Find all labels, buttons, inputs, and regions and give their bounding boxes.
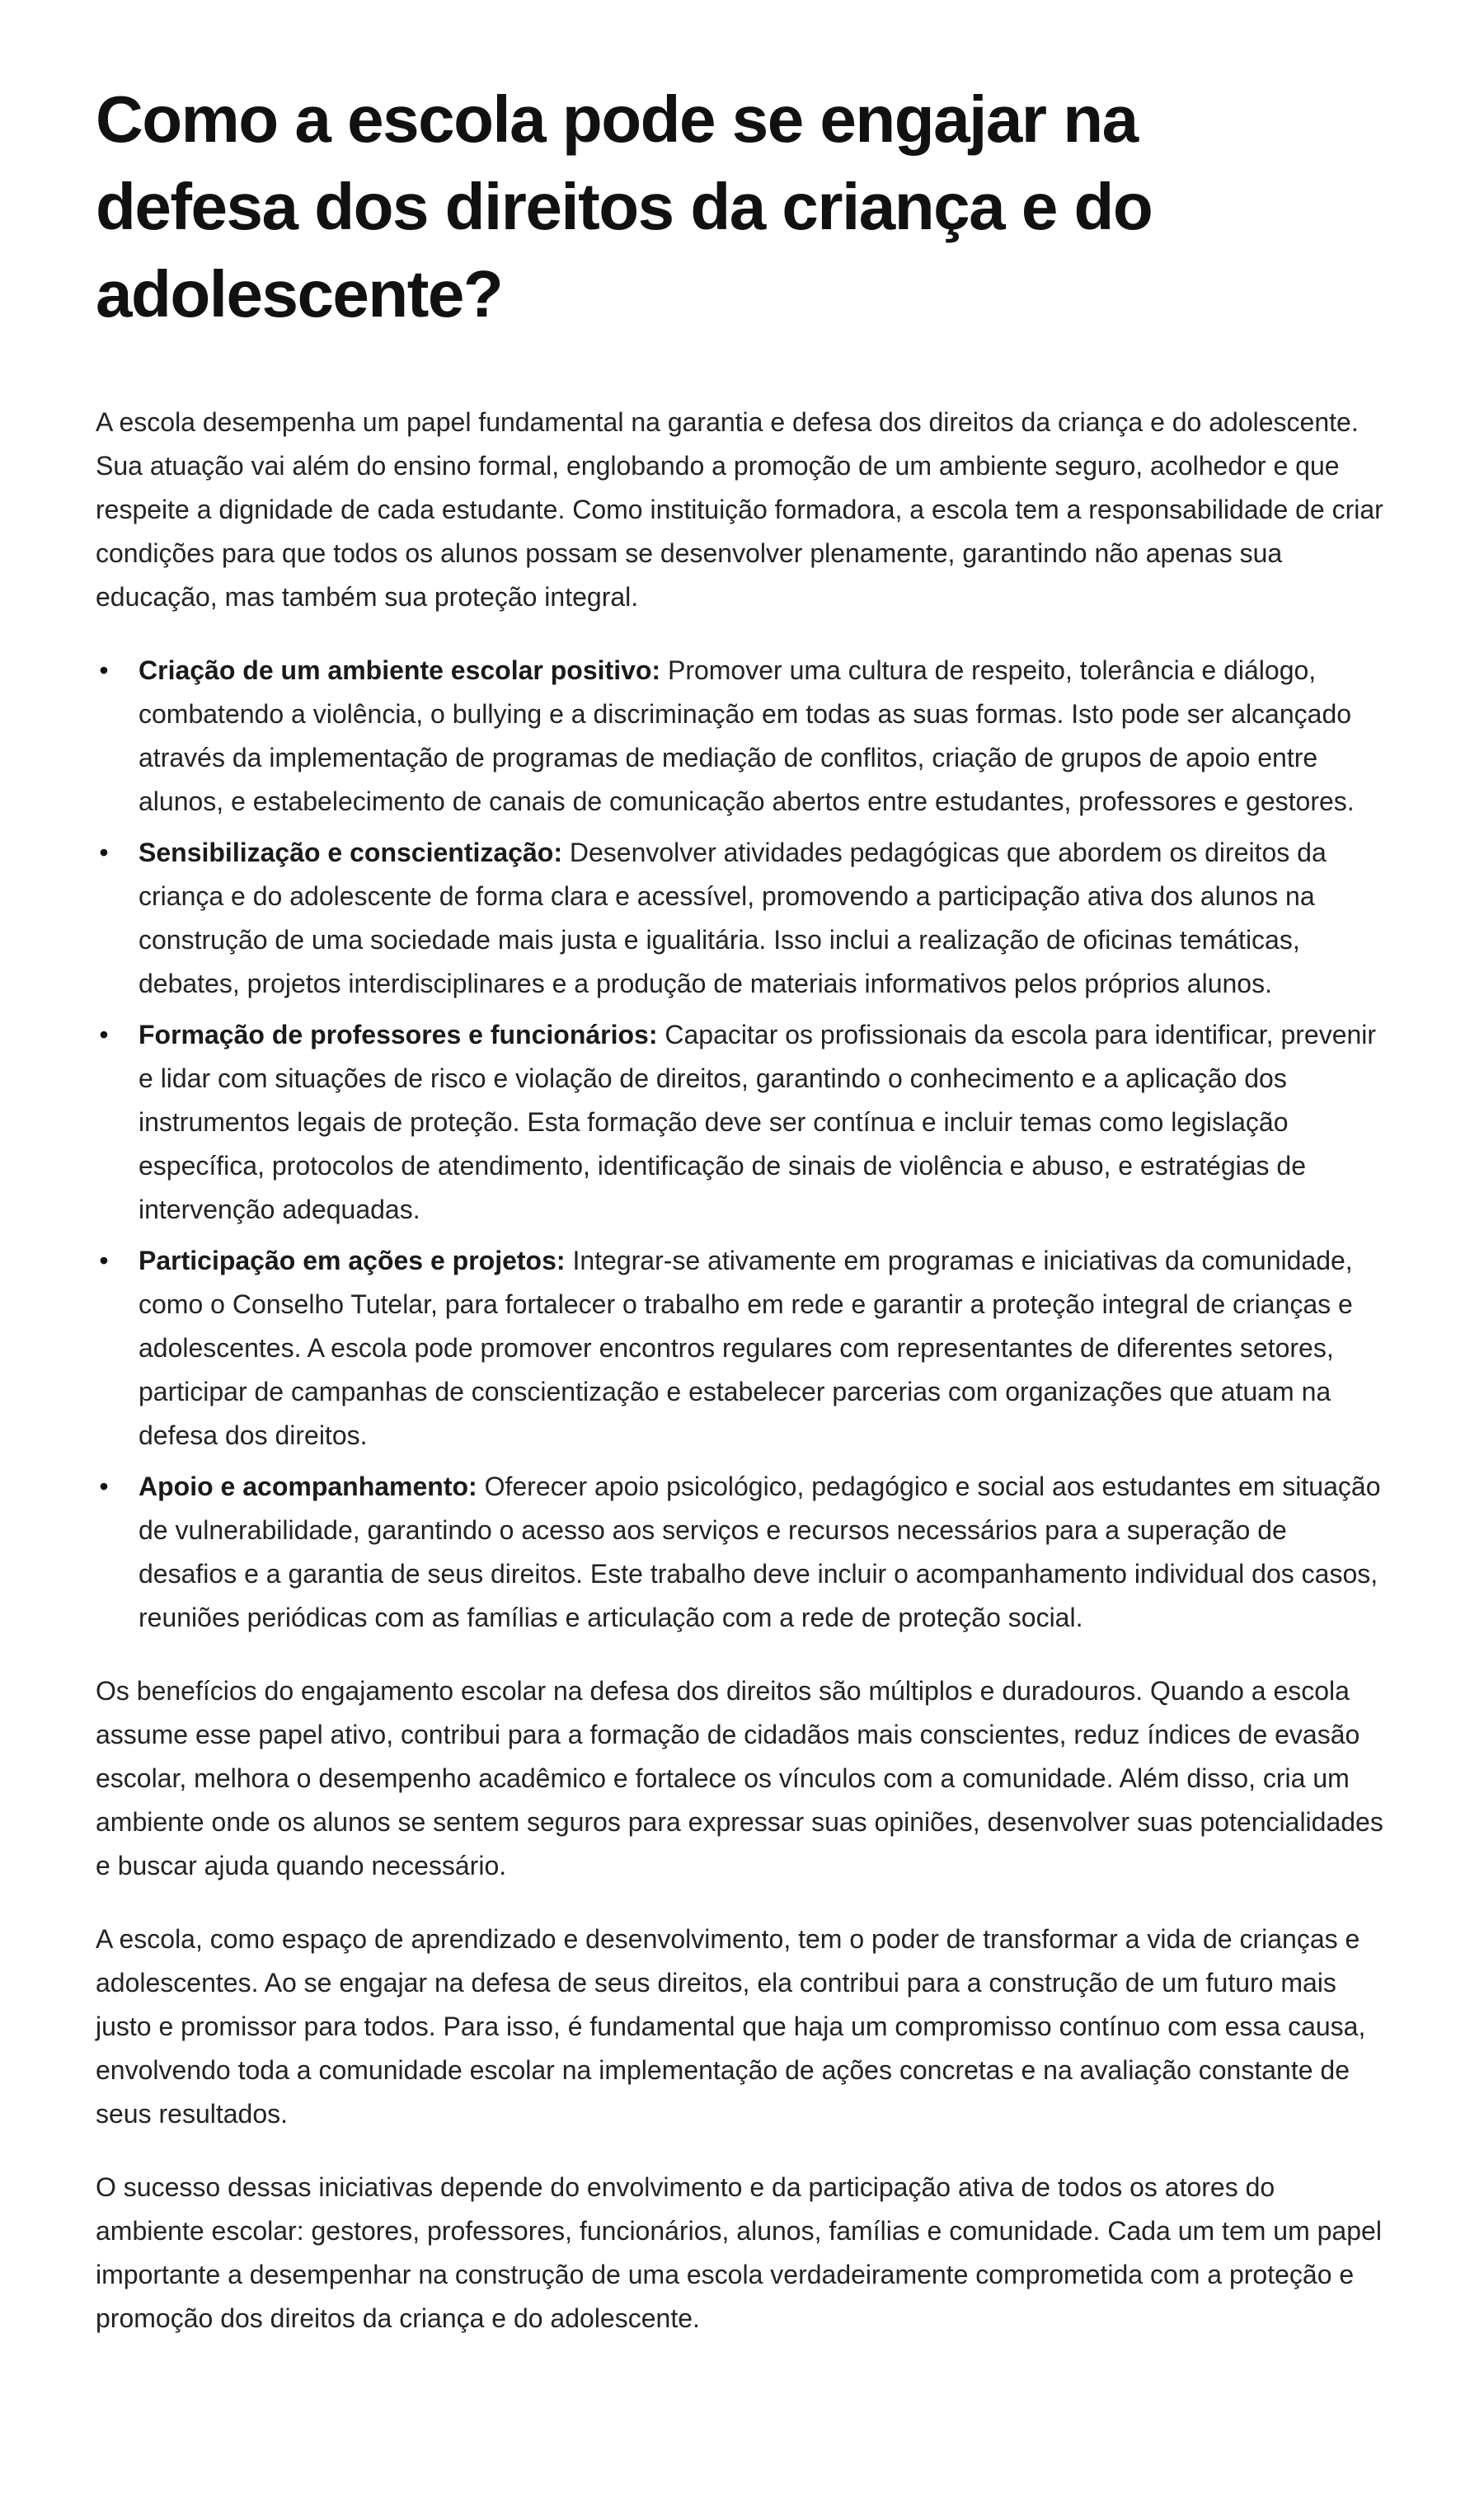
list-item-text: Capacitar os profissionais da escola para identificar, prevenir e lidar com situações de risco e violação de direitos, garantindo o conhecimento e a aplicação dos instrumentos legais de proteção. Esta formação deve ser contínua e incluir temas como legislação específica, protocolos de atendimento, identificação de sinais de violência e abuso, e estratégias de intervenção adequadas. (139, 1020, 1377, 1224)
bullet-icon: • (99, 1246, 109, 1275)
list-item (96, 649, 1388, 824)
transformation-paragraph: A escola, como espaço de aprendizado e desenvolvimento, tem o poder de transformar a vida de crianças e adolescentes. Ao se engajar na defesa de seus direitos, ela contribui para a construção de um futuro mais justo e promissor para todos. Para isso, é fundamental que haja um compromisso contínuo com essa causa, envolvendo toda a comunidade escolar na implementação de ações concretas e na avaliação constante de seus resultados. (96, 1924, 1366, 2129)
list-item (96, 1013, 1388, 1232)
list-item (96, 1465, 1388, 1640)
list-item (96, 831, 1388, 1006)
rights-list (96, 649, 1388, 1640)
list-item-title: Sensibilização e conscientização: (139, 838, 562, 867)
success-paragraph: O sucesso dessas iniciativas depende do envolvimento e da participação ativa de todos os atores do ambiente escolar: gestores, professores, funcionários, alunos, famílias e comunidade. Cada um tem um papel importante a desempenhar na construção de uma escola verdadeiramente comprometida com a proteção e promoção dos direitos da criança e do adolescente. (96, 2172, 1382, 2333)
list-item-title: Formação de professores e funcionários: (139, 1020, 658, 1049)
list-item-text: Integrar-se ativamente em programas e iniciativas da comunidade, como o Conselho Tutelar, para fortalecer o trabalho em rede e garantir a proteção integral de crianças e adolescentes. A escola pode promover encontros regulares com representantes de diferentes setores, participar de campanhas de conscientização e estabelecer parcerias com organizações que atuam na defesa dos direitos. (139, 1246, 1353, 1450)
list-item-text: Oferecer apoio psicológico, pedagógico e social aos estudantes em situação de vulnerabilidade, garantindo o acesso aos serviços e recursos necessários para a superação de desafios e a garantia de seus direitos. Este trabalho deve incluir o acompanhamento individual dos casos, reuniões periódicas com as famílias e articulação com a rede de proteção social. (139, 1472, 1381, 1632)
list-item-text: Promover uma cultura de respeito, tolerância e diálogo, combatendo a violência, o bullying e a discriminação em todas as suas formas. Isto pode ser alcançado através da implementação de programas de mediação de conflitos, criação de grupos de apoio entre alunos, e estabelecimento de canais de comunicação abertos entre estudantes, professores e gestores. (139, 655, 1355, 816)
bullet-icon: • (99, 838, 109, 867)
bullet-icon: • (99, 1020, 109, 1049)
list-item-title: Apoio e acompanhamento: (139, 1472, 477, 1501)
benefits-paragraph: Os benefícios do engajamento escolar na defesa dos direitos são múltiplos e duradouros. Quando a escola assume esse papel ativo, contribui para a formação de cidadãos mais conscientes, reduz índices de evasão escolar, melhora o desempenho acadêmico e fortalece os vínculos com a comunidade. Além disso, cria um ambiente onde os alunos se sentem seguros para expressar suas opiniões, desenvolver suas potencialidades e buscar ajuda quando necessário. (96, 1676, 1383, 1880)
list-item-text: Desenvolver atividades pedagógicas que abordem os direitos da criança e do adolescente de forma clara e acessível, promovendo a participação ativa dos alunos na construção de uma sociedade mais justa e igualitária. Isso inclui a realização de oficinas temáticas, debates, projetos interdisciplinares e a produção de materiais informativos pelos próprios alunos. (139, 838, 1327, 998)
intro-paragraph: A escola desempenha um papel fundamental na garantia e defesa dos direitos da criança e do adolescente. Sua atuação vai além do ensino formal, englobando a promoção de um ambiente seguro, acolhedor e que respeite a dignidade de cada estudante. Como instituição formadora, a escola tem a responsabilidade de criar condições para que todos os alunos possam se desenvolver plenamente, garantindo não apenas sua educação, mas também sua proteção integral. (96, 407, 1383, 612)
list-item (96, 1239, 1388, 1458)
bullet-icon: • (99, 1472, 109, 1501)
page-title: Como a escola pode se engajar na defesa dos direitos da criança e do adolescente? (96, 82, 1153, 331)
list-item-title: Participação em ações e projetos: (139, 1246, 566, 1275)
bullet-icon: • (99, 655, 109, 685)
list-item-title: Criação de um ambiente escolar positivo: (139, 655, 661, 685)
